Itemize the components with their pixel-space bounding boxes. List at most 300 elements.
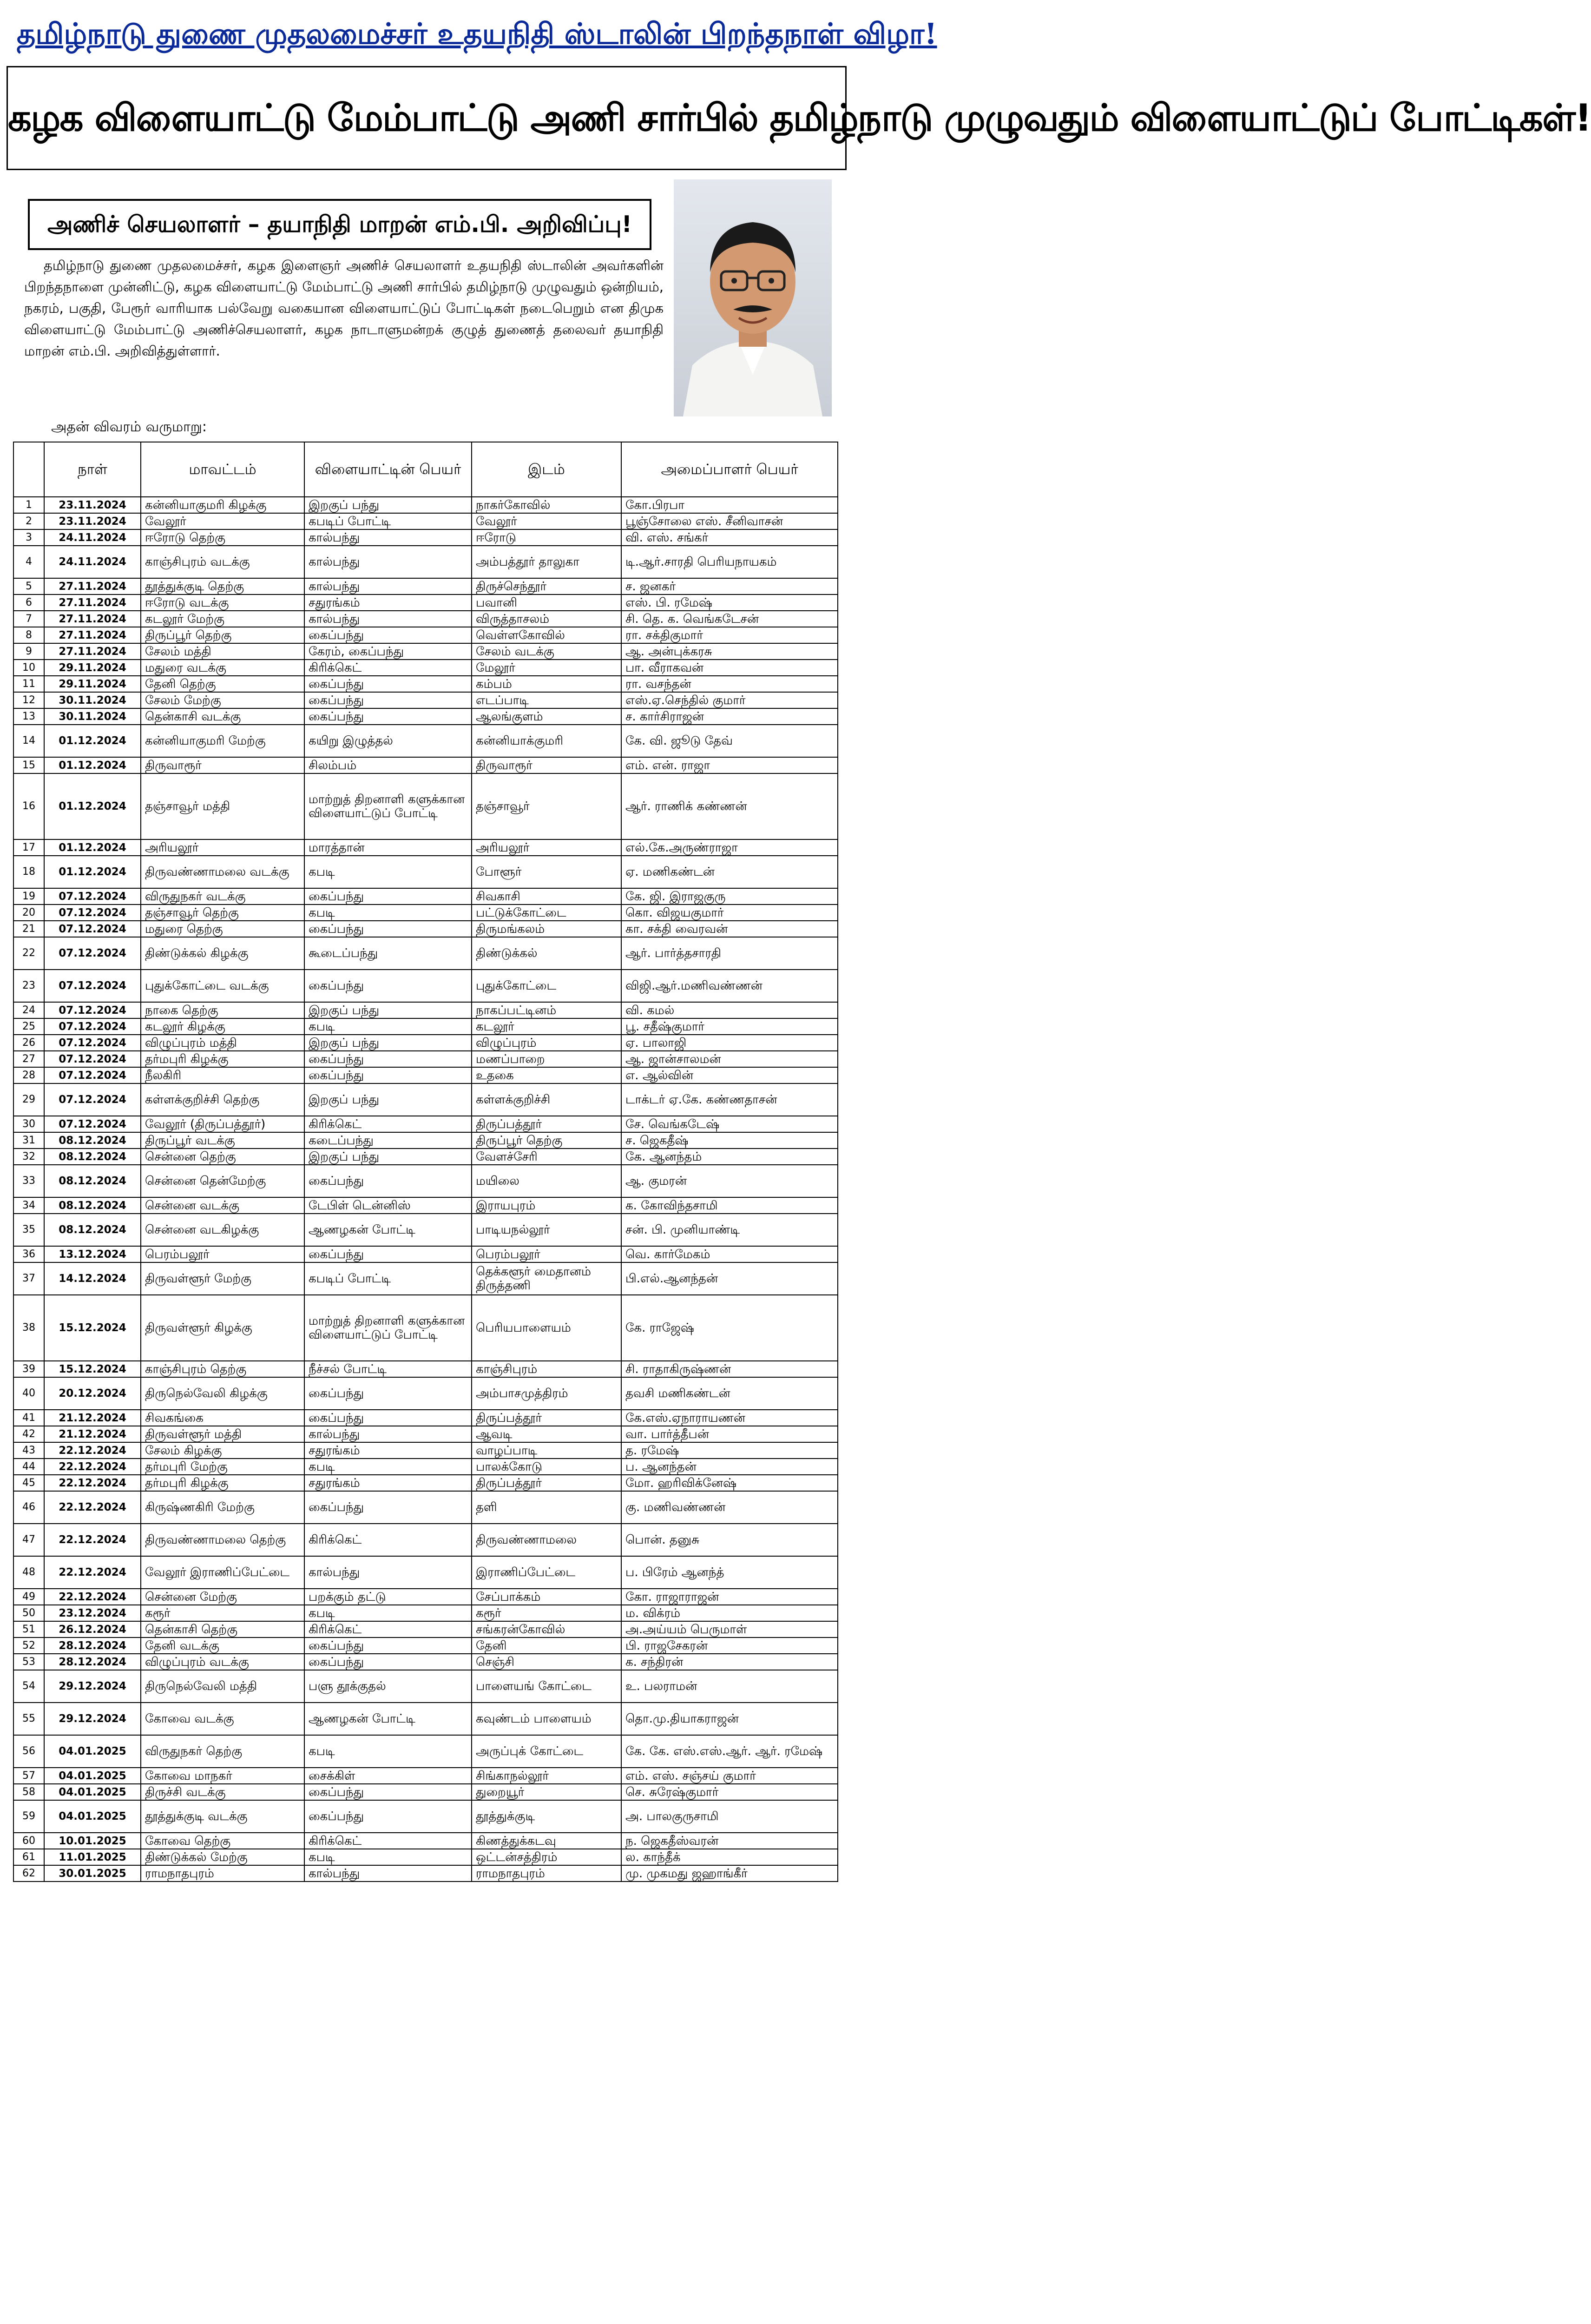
cell-district: திருநெல்வேலி கிழக்கு [141, 1377, 304, 1410]
table-row [13, 921, 838, 937]
cell-venue: காஞ்சிபுரம் [472, 1361, 621, 1377]
table-row [13, 1768, 838, 1784]
table-row [13, 1002, 838, 1018]
cell-venue: சேப்பாக்கம் [472, 1589, 621, 1605]
cell-date: 07.12.2024 [44, 888, 141, 905]
cell-game: சதுரங்கம் [304, 594, 472, 611]
cell-date: 22.12.2024 [44, 1491, 141, 1524]
cell-serial: 5 [13, 578, 44, 594]
cell-district: கோவை வடக்கு [141, 1703, 304, 1735]
cell-district: திருநெல்வேலி மத்தி [141, 1670, 304, 1703]
cell-serial: 20 [13, 905, 44, 921]
cell-serial: 60 [13, 1833, 44, 1849]
cell-district: திருப்பூர் தெற்கு [141, 627, 304, 643]
cell-venue: இராணிப்பேட்டை [472, 1556, 621, 1589]
table-row [13, 1197, 838, 1214]
cell-venue: பெரம்பலூர் [472, 1246, 621, 1262]
table-row [13, 1214, 838, 1246]
cell-serial: 51 [13, 1621, 44, 1637]
cell-district: திண்டுக்கல் கிழக்கு [141, 937, 304, 970]
cell-game: இறகுப் பந்து [304, 1002, 472, 1018]
cell-serial: 48 [13, 1556, 44, 1589]
cell-district: தர்மபுரி கிழக்கு [141, 1051, 304, 1067]
cell-district: புதுக்கோட்டை வடக்கு [141, 970, 304, 1002]
cell-venue: தூத்துக்குடி [472, 1800, 621, 1833]
cell-game: கைப்பந்து [304, 692, 472, 708]
table-row [13, 1703, 838, 1735]
cell-serial: 41 [13, 1410, 44, 1426]
header-organizer: அமைப்பாளர் பெயர் [621, 442, 838, 497]
cell-district: தேனி வடக்கு [141, 1637, 304, 1654]
cell-game: கபடி [304, 1605, 472, 1621]
schedule-table-body [13, 497, 838, 1882]
cell-serial: 37 [13, 1262, 44, 1295]
table-row [13, 1377, 838, 1410]
cell-organizer: ஆர். ராணிக் கண்ணன் [621, 773, 838, 839]
cell-date: 29.12.2024 [44, 1703, 141, 1735]
table-row [13, 1491, 838, 1524]
cell-serial: 16 [13, 773, 44, 839]
cell-organizer: பூ. சதீஷ்குமார் [621, 1018, 838, 1035]
cell-venue: திருப்பத்தூர் [472, 1475, 621, 1491]
cell-district: சேலம் மத்தி [141, 643, 304, 660]
table-row [13, 856, 838, 888]
cell-game: கைப்பந்து [304, 1410, 472, 1426]
cell-organizer: ப. பிரேம் ஆனந்த் [621, 1556, 838, 1589]
cell-date: 13.12.2024 [44, 1246, 141, 1262]
cell-date: 07.12.2024 [44, 1002, 141, 1018]
cell-district: சென்னை வடகிழக்கு [141, 1214, 304, 1246]
table-row [13, 1784, 838, 1800]
cell-game: கேரம், கைப்பந்து [304, 643, 472, 660]
cell-venue: வேளச்சேரி [472, 1149, 621, 1165]
cell-game: கைப்பந்து [304, 1067, 472, 1083]
cell-organizer: கோ.பிரபா [621, 497, 838, 513]
cell-game: சிலம்பம் [304, 757, 472, 773]
cell-serial: 33 [13, 1165, 44, 1197]
cell-game: கடைப்பந்து [304, 1132, 472, 1149]
cell-organizer: ஆ. அன்புக்கரசு [621, 643, 838, 660]
cell-organizer: உ. பலராமன் [621, 1670, 838, 1703]
cell-date: 04.01.2025 [44, 1800, 141, 1833]
cell-date: 10.01.2025 [44, 1833, 141, 1849]
cell-date: 04.01.2025 [44, 1735, 141, 1768]
table-row [13, 1246, 838, 1262]
page-title: தமிழ்நாடு துணை முதலமைச்சர் உதயநிதி ஸ்டாலின் பிறந்தநாள் விழா! [17, 17, 937, 51]
cell-serial: 11 [13, 676, 44, 692]
cell-game: கைப்பந்து [304, 1491, 472, 1524]
cell-organizer: டாக்டர் ஏ.கே. கண்ணதாசன் [621, 1083, 838, 1116]
cell-game: இறகுப் பந்து [304, 1035, 472, 1051]
cell-district: கன்னியாகுமரி கிழக்கு [141, 497, 304, 513]
cell-game: இறகுப் பந்து [304, 497, 472, 513]
cell-game: மாரத்தான் [304, 839, 472, 856]
cell-organizer: ம. விக்ரம் [621, 1605, 838, 1621]
cell-date: 28.12.2024 [44, 1637, 141, 1654]
cell-serial: 26 [13, 1035, 44, 1051]
cell-organizer: ந. ஜெகதீஸ்வரன் [621, 1833, 838, 1849]
cell-organizer: சி. தெ. க. வெங்கடேசன் [621, 611, 838, 627]
cell-organizer: பி.எல்.ஆனந்தன் [621, 1262, 838, 1295]
cell-date: 30.01.2025 [44, 1865, 141, 1882]
cell-game: கால்பந்து [304, 611, 472, 627]
cell-venue: அம்பாசமுத்திரம் [472, 1377, 621, 1410]
cell-serial: 4 [13, 546, 44, 578]
cell-organizer: பூஞ்சோலை எஸ். சீனிவாசன் [621, 513, 838, 529]
cell-date: 22.12.2024 [44, 1442, 141, 1459]
cell-game: இறகுப் பந்து [304, 1083, 472, 1116]
cell-district: காஞ்சிபுரம் தெற்கு [141, 1361, 304, 1377]
table-row [13, 1459, 838, 1475]
cell-game: கால்பந்து [304, 1556, 472, 1589]
cell-organizer: செ. சுரேஷ்குமார் [621, 1784, 838, 1800]
cell-district: திருவாரூர் [141, 757, 304, 773]
cell-organizer: சே. வெங்கடேஷ் [621, 1116, 838, 1132]
cell-serial: 34 [13, 1197, 44, 1214]
cell-organizer: ஆ. ஜான்சாலமன் [621, 1051, 838, 1067]
cell-game: இறகுப் பந்து [304, 1149, 472, 1165]
cell-venue: திருப்பூர் தெற்கு [472, 1132, 621, 1149]
cell-venue: திருவாரூர் [472, 757, 621, 773]
cell-game: கைப்பந்து [304, 1246, 472, 1262]
cell-game: கபடி [304, 1018, 472, 1035]
cell-organizer: ப. ஆனந்தன் [621, 1459, 838, 1475]
cell-serial: 23 [13, 970, 44, 1002]
cell-district: விழுப்புரம் மத்தி [141, 1035, 304, 1051]
cell-serial: 8 [13, 627, 44, 643]
cell-organizer: மு. முகமது ஜஹாங்கீர் [621, 1865, 838, 1882]
cell-serial: 27 [13, 1051, 44, 1067]
cell-serial: 9 [13, 643, 44, 660]
cell-game: சைக்கிள் [304, 1768, 472, 1784]
cell-serial: 49 [13, 1589, 44, 1605]
cell-organizer: எம். என். ராஜா [621, 757, 838, 773]
cell-serial: 57 [13, 1768, 44, 1784]
cell-organizer: பா. வீராகவன் [621, 660, 838, 676]
cell-venue: விருத்தாசலம் [472, 611, 621, 627]
cell-venue: திருச்செந்தூர் [472, 578, 621, 594]
cell-venue: விழுப்புரம் [472, 1035, 621, 1051]
cell-organizer: வி. கமல் [621, 1002, 838, 1018]
cell-venue: ஆலங்குளம் [472, 708, 621, 725]
cell-date: 23.12.2024 [44, 1605, 141, 1621]
table-row [13, 1018, 838, 1035]
table-row [13, 937, 838, 970]
cell-serial: 53 [13, 1654, 44, 1670]
cell-venue: தளி [472, 1491, 621, 1524]
cell-game: கூடைப்பந்து [304, 937, 472, 970]
cell-venue: போளூர் [472, 856, 621, 888]
cell-serial: 52 [13, 1637, 44, 1654]
cell-game: கைப்பந்து [304, 708, 472, 725]
schedule-table [13, 442, 838, 1882]
table-row [13, 1800, 838, 1833]
cell-organizer: பொன். தனுசு [621, 1524, 838, 1556]
cell-date: 29.12.2024 [44, 1670, 141, 1703]
cell-serial: 2 [13, 513, 44, 529]
cell-game: கைப்பந்து [304, 1637, 472, 1654]
cell-date: 22.12.2024 [44, 1589, 141, 1605]
cell-date: 29.11.2024 [44, 660, 141, 676]
cell-serial: 30 [13, 1116, 44, 1132]
cell-organizer: கே.எஸ்.ஏநாராயணன் [621, 1410, 838, 1426]
table-row [13, 1621, 838, 1637]
cell-district: திருப்பூர் வடக்கு [141, 1132, 304, 1149]
table-row [13, 1865, 838, 1882]
cell-organizer: ஏ. மணிகண்டன் [621, 856, 838, 888]
cell-game: கைப்பந்து [304, 1051, 472, 1067]
header-venue: இடம் [472, 442, 621, 497]
cell-game: கபடி [304, 905, 472, 921]
cell-district: தூத்துக்குடி தெற்கு [141, 578, 304, 594]
cell-district: கரூர் [141, 1605, 304, 1621]
cell-venue: பாலக்கோடு [472, 1459, 621, 1475]
cell-serial: 22 [13, 937, 44, 970]
cell-date: 24.11.2024 [44, 546, 141, 578]
cell-venue: திருவண்ணாமலை [472, 1524, 621, 1556]
cell-district: விழுப்புரம் வடக்கு [141, 1654, 304, 1670]
cell-game: கைப்பந்து [304, 1800, 472, 1833]
table-row [13, 1833, 838, 1849]
cell-venue: தெக்களூர் மைதானம் திருத்தணி [472, 1262, 621, 1295]
cell-date: 20.12.2024 [44, 1377, 141, 1410]
cell-district: விருதுநகர் வடக்கு [141, 888, 304, 905]
cell-game: கிரிக்கெட் [304, 1621, 472, 1637]
cell-date: 07.12.2024 [44, 905, 141, 921]
cell-serial: 56 [13, 1735, 44, 1768]
cell-venue: வேலூர் [472, 513, 621, 529]
cell-organizer: எல்.கே.அருண்ராஜா [621, 839, 838, 856]
cell-date: 27.11.2024 [44, 643, 141, 660]
cell-date: 08.12.2024 [44, 1149, 141, 1165]
cell-venue: துறையூர் [472, 1784, 621, 1800]
table-row [13, 839, 838, 856]
cell-organizer: வி. எஸ். சங்கர் [621, 529, 838, 546]
table-row [13, 1165, 838, 1197]
cell-serial: 54 [13, 1670, 44, 1703]
cell-serial: 50 [13, 1605, 44, 1621]
details-heading: அதன் விவரம் வருமாறு: [51, 419, 207, 435]
cell-venue: நாகப்பட்டினம் [472, 1002, 621, 1018]
cell-date: 22.12.2024 [44, 1459, 141, 1475]
cell-venue: கடலூர் [472, 1018, 621, 1035]
cell-date: 28.12.2024 [44, 1654, 141, 1670]
cell-district: சென்னை மேற்கு [141, 1589, 304, 1605]
cell-district: வேலூர் [141, 513, 304, 529]
cell-date: 22.12.2024 [44, 1556, 141, 1589]
cell-date: 24.11.2024 [44, 529, 141, 546]
cell-venue: பாளையங் கோட்டை [472, 1670, 621, 1703]
table-row [13, 1556, 838, 1589]
cell-date: 04.01.2025 [44, 1784, 141, 1800]
cell-organizer: த. ரமேஷ் [621, 1442, 838, 1459]
cell-game: டேபிள் டென்னிஸ் [304, 1197, 472, 1214]
header-game: விளையாட்டின் பெயர் [304, 442, 472, 497]
table-row [13, 1524, 838, 1556]
cell-game: கைப்பந்து [304, 921, 472, 937]
cell-organizer: கே. வி. ஜூடு தேவ் [621, 725, 838, 757]
cell-game: கபடிப் போட்டி [304, 513, 472, 529]
cell-district: தேனி தெற்கு [141, 676, 304, 692]
cell-venue: மயிலை [472, 1165, 621, 1197]
table-row [13, 643, 838, 660]
cell-date: 07.12.2024 [44, 921, 141, 937]
table-row [13, 905, 838, 921]
cell-serial: 38 [13, 1295, 44, 1361]
cell-district: திருவண்ணாமலை தெற்கு [141, 1524, 304, 1556]
cell-venue: பெரியபாளையம் [472, 1295, 621, 1361]
cell-district: தூத்துக்குடி வடக்கு [141, 1800, 304, 1833]
table-row [13, 773, 838, 839]
cell-venue: ராமநாதபுரம் [472, 1865, 621, 1882]
table-row [13, 1295, 838, 1361]
cell-serial: 35 [13, 1214, 44, 1246]
cell-serial: 6 [13, 594, 44, 611]
cell-game: கைப்பந்து [304, 888, 472, 905]
cell-district: கடலூர் கிழக்கு [141, 1018, 304, 1035]
cell-serial: 10 [13, 660, 44, 676]
cell-district: சேலம் மேற்கு [141, 692, 304, 708]
cell-game: கைப்பந்து [304, 1377, 472, 1410]
cell-game: ஆணழகன் போட்டி [304, 1703, 472, 1735]
cell-venue: கம்பம் [472, 676, 621, 692]
cell-district: ராமநாதபுரம் [141, 1865, 304, 1882]
cell-district: திருச்சி வடக்கு [141, 1784, 304, 1800]
table-row [13, 1654, 838, 1670]
cell-venue: அரியலூர் [472, 839, 621, 856]
cell-venue: கவுண்டம் பாளையம் [472, 1703, 621, 1735]
table-row [13, 578, 838, 594]
cell-serial: 7 [13, 611, 44, 627]
table-row [13, 546, 838, 578]
cell-organizer: பி. ராஜசேகரன் [621, 1637, 838, 1654]
cell-district: திண்டுக்கல் மேற்கு [141, 1849, 304, 1865]
cell-game: கயிறு இழுத்தல் [304, 725, 472, 757]
cell-venue: திண்டுக்கல் [472, 937, 621, 970]
cell-date: 27.11.2024 [44, 627, 141, 643]
cell-district: தஞ்சாவூர் மத்தி [141, 773, 304, 839]
cell-serial: 24 [13, 1002, 44, 1018]
cell-serial: 46 [13, 1491, 44, 1524]
cell-venue: பாடியநல்லூர் [472, 1214, 621, 1246]
cell-venue: மேலூர் [472, 660, 621, 676]
cell-game: கைப்பந்து [304, 970, 472, 1002]
cell-organizer: ஆ. குமரன் [621, 1165, 838, 1197]
cell-game: மாற்றுத் திறனாளி களுக்கான விளையாட்டுப் போட்டி [304, 773, 472, 839]
cell-game: கைப்பந்து [304, 676, 472, 692]
cell-district: ஈரோடு வடக்கு [141, 594, 304, 611]
cell-date: 08.12.2024 [44, 1197, 141, 1214]
cell-organizer: எஸ். பி. ரமேஷ் [621, 594, 838, 611]
cell-district: திருவள்ளூர் கிழக்கு [141, 1295, 304, 1361]
cell-date: 27.11.2024 [44, 578, 141, 594]
cell-game: சதுரங்கம் [304, 1475, 472, 1491]
cell-game: கால்பந்து [304, 1865, 472, 1882]
table-row [13, 1132, 838, 1149]
table-row [13, 1149, 838, 1165]
cell-organizer: அ. பாலகுருசாமி [621, 1800, 838, 1833]
page-subtitle-banner: கழக விளையாட்டு மேம்பாட்டு அணி சார்பில் தமிழ்நாடு முழுவதும் விளையாட்டுப் போட்டிகள்! [7, 66, 847, 170]
cell-serial: 1 [13, 497, 44, 513]
table-row [13, 627, 838, 643]
cell-date: 08.12.2024 [44, 1214, 141, 1246]
table-row [13, 676, 838, 692]
portrait-photo [674, 179, 832, 416]
cell-organizer: கோ. ராஜாராஜன் [621, 1589, 838, 1605]
cell-district: வேலூர் இராணிப்பேட்டை [141, 1556, 304, 1589]
cell-game: பளு தூக்குதல் [304, 1670, 472, 1703]
cell-game: கால்பந்து [304, 1426, 472, 1442]
cell-district: திருவண்ணாமலை வடக்கு [141, 856, 304, 888]
table-row [13, 611, 838, 627]
table-row [13, 1670, 838, 1703]
cell-organizer: ரா. வசந்தன் [621, 676, 838, 692]
cell-district: திருவள்ளூர் மேற்கு [141, 1262, 304, 1295]
cell-district: ஈரோடு தெற்கு [141, 529, 304, 546]
cell-date: 26.12.2024 [44, 1621, 141, 1637]
table-row [13, 1589, 838, 1605]
cell-date: 04.01.2025 [44, 1768, 141, 1784]
table-header-row [13, 442, 838, 497]
cell-serial: 25 [13, 1018, 44, 1035]
cell-district: வேலூர் (திருப்பத்தூர்) [141, 1116, 304, 1132]
cell-serial: 21 [13, 921, 44, 937]
cell-district: தென்காசி வடக்கு [141, 708, 304, 725]
header-date: நாள் [44, 442, 141, 497]
cell-organizer: எ. ஆல்வின் [621, 1067, 838, 1083]
cell-venue: திருமங்கலம் [472, 921, 621, 937]
table-row [13, 1426, 838, 1442]
cell-serial: 39 [13, 1361, 44, 1377]
header-district: மாவட்டம் [141, 442, 304, 497]
cell-organizer: சன். பி. முனியாண்டி [621, 1214, 838, 1246]
cell-serial: 40 [13, 1377, 44, 1410]
cell-organizer: ச. ஜெகதீஷ் [621, 1132, 838, 1149]
cell-date: 01.12.2024 [44, 725, 141, 757]
cell-date: 07.12.2024 [44, 970, 141, 1002]
cell-district: நீலகிரி [141, 1067, 304, 1083]
cell-venue: எடப்பாடி [472, 692, 621, 708]
cell-date: 08.12.2024 [44, 1132, 141, 1149]
cell-serial: 12 [13, 692, 44, 708]
cell-organizer: சி. ராதாகிருஷ்ணன் [621, 1361, 838, 1377]
cell-game: கபடி [304, 856, 472, 888]
cell-organizer: வெ. கார்மேகம் [621, 1246, 838, 1262]
cell-organizer: ல. காந்தீக் [621, 1849, 838, 1865]
cell-date: 01.12.2024 [44, 839, 141, 856]
cell-organizer: எம். எஸ். சஞ்சய் குமார் [621, 1768, 838, 1784]
cell-district: விருதுநகர் தெற்கு [141, 1735, 304, 1768]
cell-venue: கரூர் [472, 1605, 621, 1621]
cell-game: மாற்றுத் திறனாளி களுக்கான விளையாட்டுப் போட்டி [304, 1295, 472, 1361]
cell-game: ஆணழகன் போட்டி [304, 1214, 472, 1246]
cell-game: கிரிக்கெட் [304, 1524, 472, 1556]
table-row [13, 1262, 838, 1295]
portrait-illustration [674, 179, 832, 416]
cell-game: கிரிக்கெட் [304, 1116, 472, 1132]
cell-district: தஞ்சாவூர் தெற்கு [141, 905, 304, 921]
table-row [13, 757, 838, 773]
cell-district: தர்மபுரி கிழக்கு [141, 1475, 304, 1491]
cell-date: 27.11.2024 [44, 594, 141, 611]
cell-venue: பட்டுக்கோட்டை [472, 905, 621, 921]
cell-venue: திருப்பத்தூர் [472, 1410, 621, 1426]
cell-organizer: க. கோவிந்தசாமி [621, 1197, 838, 1214]
cell-district: திருவள்ளூர் மத்தி [141, 1426, 304, 1442]
table-row [13, 708, 838, 725]
cell-venue: அருப்புக் கோட்டை [472, 1735, 621, 1768]
cell-venue: சிங்காநல்லூர் [472, 1768, 621, 1784]
